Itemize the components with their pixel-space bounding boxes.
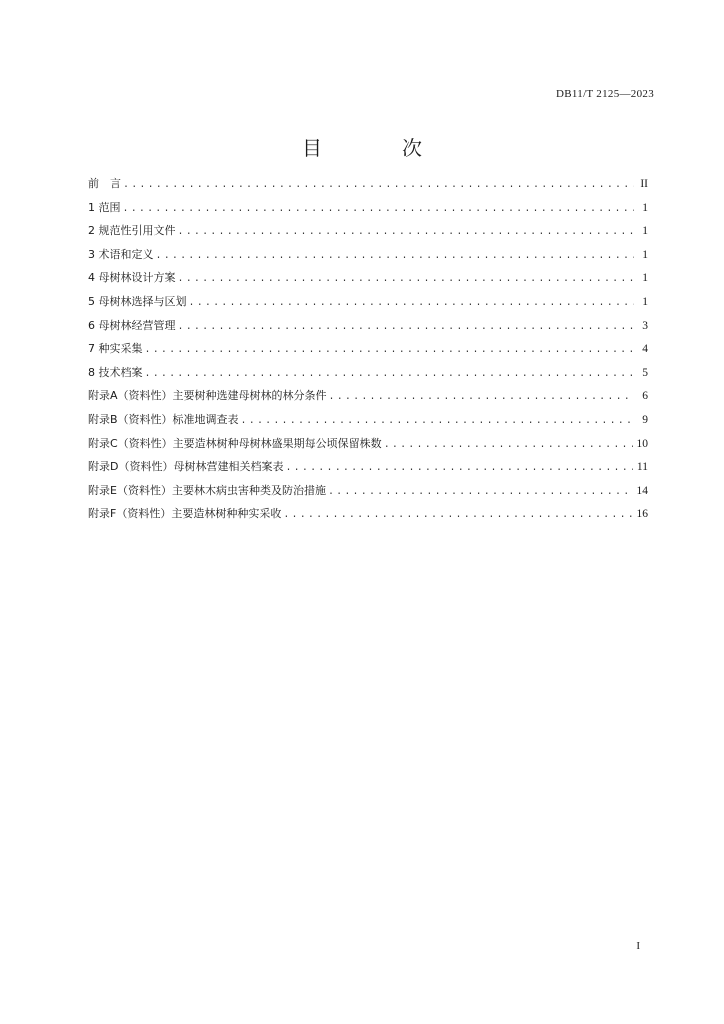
toc-leader-dots bbox=[329, 386, 634, 410]
toc-entry-page: 5 bbox=[642, 366, 648, 379]
toc-entry-page: 10 bbox=[636, 437, 648, 450]
toc-entry-appendix-a[interactable] bbox=[88, 384, 648, 408]
toc-entry-appendix-e[interactable] bbox=[88, 479, 648, 503]
toc-entry-label: 2 规范性引用文件 bbox=[88, 224, 176, 238]
toc-leader-dots bbox=[285, 457, 632, 481]
toc-entry-appendix-f[interactable] bbox=[88, 502, 648, 526]
toc-entry-page: 1 bbox=[642, 248, 648, 261]
toc-leader-dots bbox=[241, 410, 634, 434]
toc-leader-dots bbox=[384, 434, 633, 458]
toc-entry-selection-zoning[interactable] bbox=[88, 290, 648, 314]
toc-entry-label: 8 技术档案 bbox=[88, 365, 143, 379]
toc-entry-label: 附录A（资料性）主要树种选建母树林的林分条件 bbox=[88, 389, 327, 403]
page-number: I bbox=[636, 940, 640, 952]
toc-entry-label: 附录D（资料性）母树林营建相关档案表 bbox=[88, 460, 284, 474]
toc-leader-dots bbox=[123, 174, 634, 198]
toc-entry-page: 9 bbox=[642, 413, 648, 426]
toc-entry-appendix-d[interactable] bbox=[88, 455, 648, 479]
page-title: 目 次 bbox=[302, 136, 452, 160]
toc-entry-scope[interactable] bbox=[88, 196, 648, 220]
toc-entry-design-plan[interactable] bbox=[88, 266, 648, 290]
toc-entry-label: 5 母树林选择与区划 bbox=[88, 294, 187, 308]
toc-entry-label: 6 母树林经营管理 bbox=[88, 318, 176, 332]
toc-leader-dots bbox=[145, 363, 635, 387]
toc-entry-appendix-c[interactable] bbox=[88, 432, 648, 456]
toc-entry-label: 附录F（资料性）主要造林树种种实采收 bbox=[88, 507, 282, 521]
toc-leader-dots bbox=[178, 268, 635, 292]
toc-leader-dots bbox=[283, 504, 632, 528]
toc-entry-label: 附录E（资料性）主要林木病虫害种类及防治措施 bbox=[88, 483, 326, 497]
toc-leader-dots bbox=[328, 481, 633, 505]
table-of-contents bbox=[88, 172, 648, 526]
toc-entry-label: 4 母树林设计方案 bbox=[88, 271, 176, 285]
toc-leader-dots bbox=[178, 221, 635, 245]
toc-leader-dots bbox=[156, 245, 635, 269]
toc-entry-page: 1 bbox=[642, 272, 648, 285]
toc-leader-dots bbox=[189, 292, 635, 316]
toc-entry-technical-archives[interactable] bbox=[88, 361, 648, 385]
toc-entry-label: 3 术语和定义 bbox=[88, 247, 154, 261]
toc-entry-label: 附录B（资料性）标准地调查表 bbox=[88, 412, 239, 426]
toc-entry-label: 7 种实采集 bbox=[88, 342, 143, 356]
toc-entry-normative-references[interactable] bbox=[88, 219, 648, 243]
toc-entry-management[interactable] bbox=[88, 314, 648, 338]
toc-entry-terms-definitions[interactable] bbox=[88, 243, 648, 267]
toc-leader-dots bbox=[145, 339, 635, 363]
toc-entry-page: 1 bbox=[642, 225, 648, 238]
toc-leader-dots bbox=[178, 316, 635, 340]
toc-entry-seed-collection[interactable] bbox=[88, 337, 648, 361]
toc-entry-page: 6 bbox=[642, 390, 648, 403]
toc-entry-label: 1 范围 bbox=[88, 200, 121, 214]
toc-entry-label: 附录C（资料性）主要造林树种母树林盛果期每公顷保留株数 bbox=[88, 436, 382, 450]
toc-entry-page: 14 bbox=[636, 484, 648, 497]
toc-entry-foreword[interactable] bbox=[88, 172, 648, 196]
toc-entry-appendix-b[interactable] bbox=[88, 408, 648, 432]
toc-entry-page: 3 bbox=[642, 319, 648, 332]
toc-leader-dots bbox=[123, 198, 635, 222]
toc-entry-page: 16 bbox=[636, 508, 648, 521]
standard-code: DB11/T 2125—2023 bbox=[556, 88, 654, 100]
toc-entry-page: 11 bbox=[636, 461, 648, 474]
toc-entry-page: 1 bbox=[642, 201, 648, 214]
toc-entry-page: 4 bbox=[642, 343, 648, 356]
toc-entry-page: II bbox=[640, 178, 648, 190]
toc-entry-page: 1 bbox=[642, 295, 648, 308]
toc-entry-label: 前 言 bbox=[88, 177, 121, 190]
